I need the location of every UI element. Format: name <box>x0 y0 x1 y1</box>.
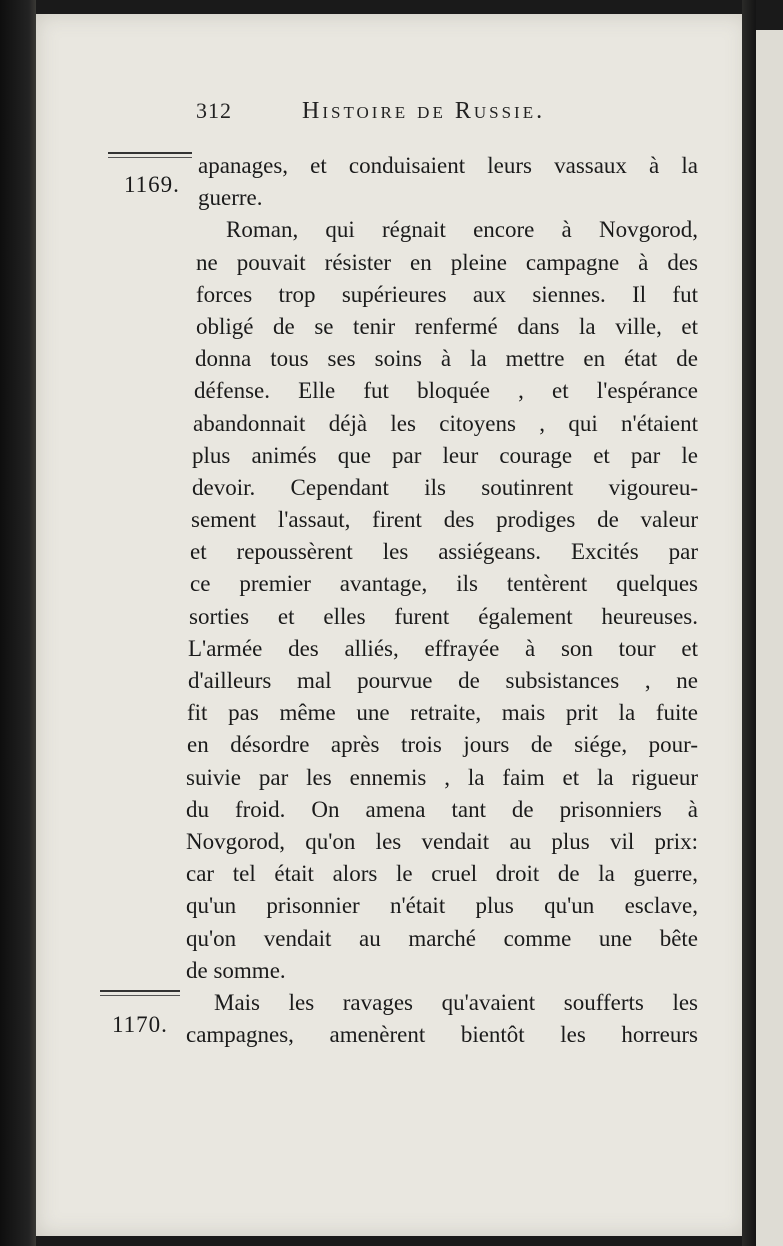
margin-year-1170: 1170. <box>112 1012 168 1037</box>
text-line: abandonnait déjà les citoyens , qui n'étaient <box>193 410 698 436</box>
text-line: campagnes, amenèrent bientôt les horreurs <box>186 1022 698 1048</box>
running-title: Histoire de Russie. <box>302 98 546 124</box>
text-line: plus animés que par leur courage et par le <box>192 442 698 468</box>
text-line: et repoussèrent les assiégeans. Excités par <box>190 539 698 565</box>
book-gutter <box>742 0 756 1246</box>
text-line: Novgorod, qu'on les vendait au plus vil prix: <box>186 828 698 854</box>
margin-year-1169: 1169. <box>124 172 180 197</box>
text-line: Roman, qui régnait encore à Novgorod, <box>226 217 698 243</box>
text-line: du froid. On amena tant de prisonniers à <box>186 796 698 822</box>
text-line: fit pas même une retraite, mais prit la fuite <box>187 700 698 726</box>
body-text <box>186 150 698 1051</box>
facing-page-edge <box>756 30 783 1246</box>
margin-rule-bottom <box>100 990 180 992</box>
text-line: forces trop supérieures aux siennes. Il fut <box>196 281 698 307</box>
page-header <box>196 98 616 138</box>
text-line: qu'on vendait au marché comme une bête <box>186 925 698 951</box>
page-number: 312 <box>196 98 232 123</box>
text-line: suivie par les ennemis , la faim et la rigueur <box>186 764 698 790</box>
text-line: d'ailleurs mal pourvue de subsistances , ne <box>188 668 698 693</box>
text-line: sorties et elles furent également heureuses. <box>189 603 698 629</box>
text-line: Mais les ravages qu'avaient soufferts les <box>214 989 698 1015</box>
text-line: devoir. Cependant ils soutinrent vigoureu- <box>192 474 698 500</box>
text-line: apanages, et conduisaient leurs vassaux à la <box>198 153 698 178</box>
text-line: en désordre après trois jours de siége, pour- <box>187 732 698 758</box>
book-left-edge <box>0 0 36 1246</box>
text-line: donna tous ses soins à la mettre en état de <box>195 346 698 372</box>
text-line: sement l'assaut, firent des prodiges de valeur <box>191 507 698 533</box>
text-line: obligé de se tenir renfermé dans la ville, et <box>196 313 698 339</box>
margin-rule-top <box>108 152 192 154</box>
text-line: ce premier avantage, ils tentèrent quelques <box>190 571 698 597</box>
text-line: guerre. <box>198 185 263 211</box>
text-line: de somme. <box>186 957 286 983</box>
text-line: ne pouvait résister en pleine campagne à des <box>196 249 698 275</box>
text-line: L'armée des alliés, effrayée à son tour et <box>188 635 698 661</box>
text-line: qu'un prisonnier n'était plus qu'un esclave, <box>186 893 698 919</box>
text-line: car tel était alors le cruel droit de la guerre, <box>186 861 698 887</box>
text-line: défense. Elle fut bloquée , et l'espérance <box>194 378 698 404</box>
